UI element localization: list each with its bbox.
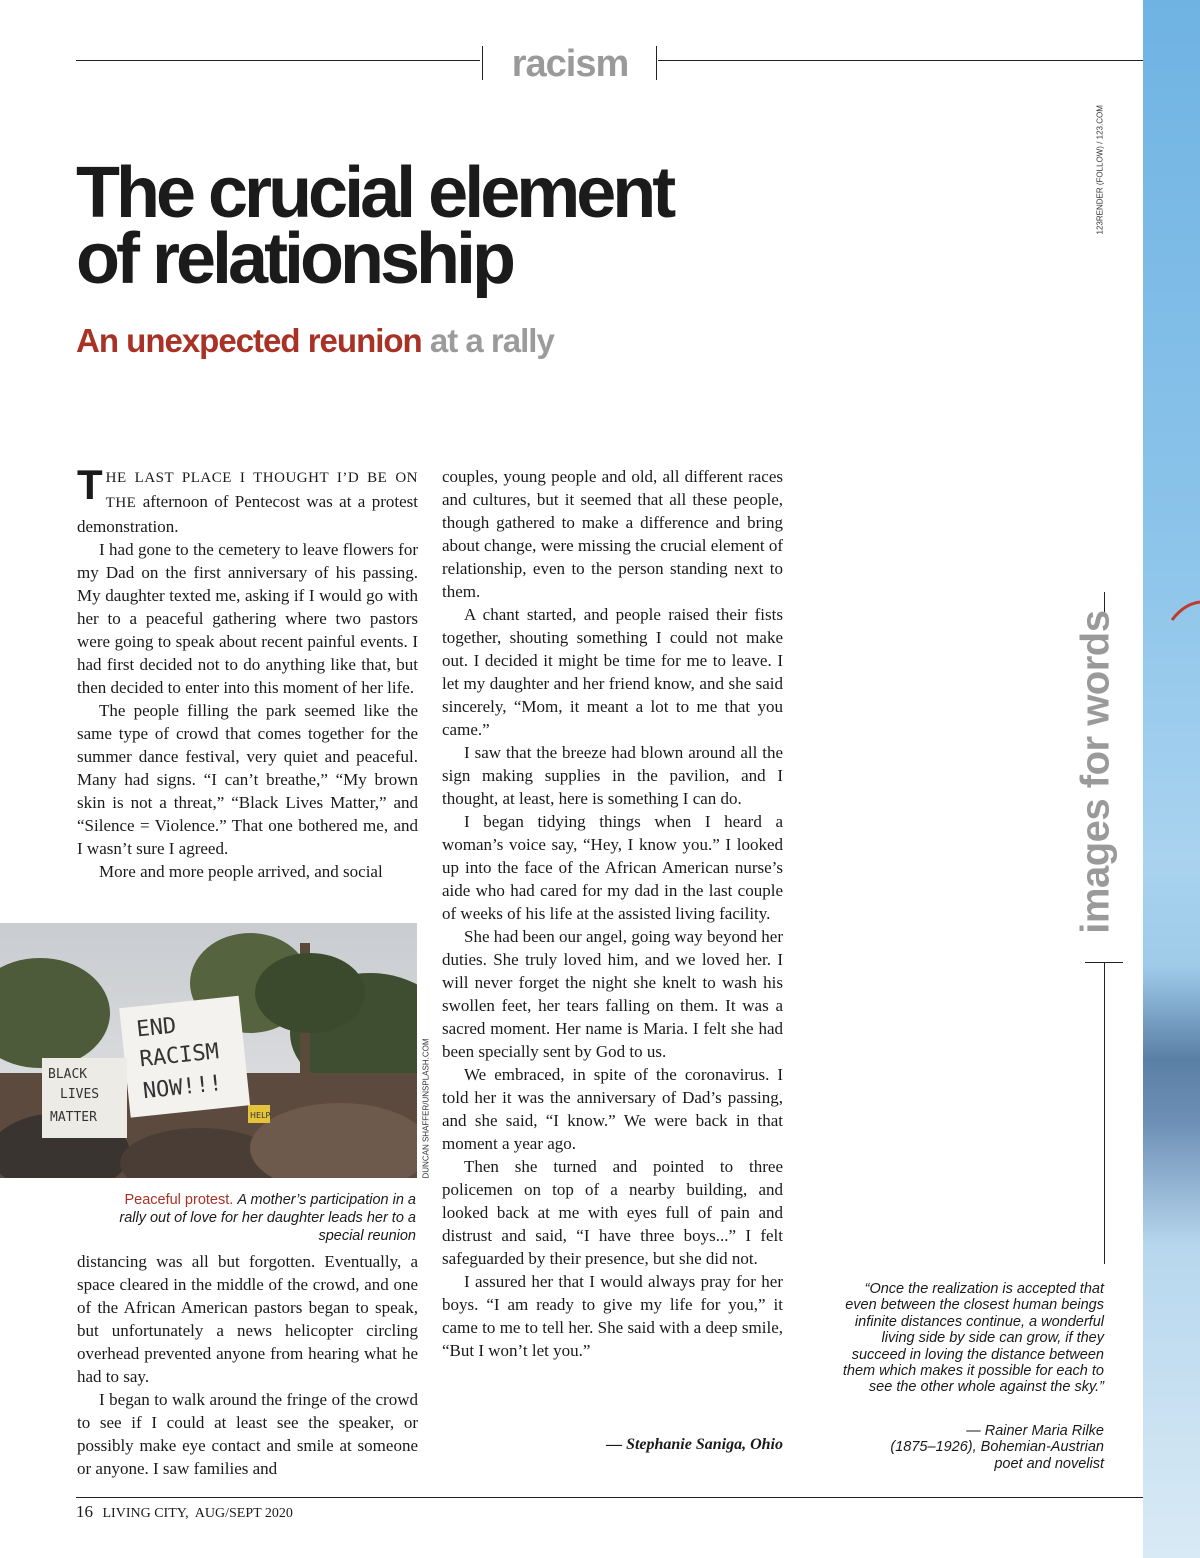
protest-photo	[0, 923, 417, 1178]
page-number: 16	[76, 1502, 93, 1521]
sidebar-rule-top	[1104, 592, 1105, 612]
svg-text:HELP: HELP	[250, 1111, 271, 1120]
photo-credit-top	[1090, 105, 1110, 240]
quote-attribution	[836, 1423, 1104, 1472]
photo-caption	[100, 1191, 416, 1245]
header-tick-right	[656, 46, 657, 80]
paragraph: I had gone to the cemetery to leave flowers for my Dad on the first anniversary of his passing. My daughter texted me, asking if I would go with her to a peaceful gathering where two pastors were going to speak about recent painful events. I had first decided not to do anything like that, but then decided to enter into this moment of her life.	[77, 540, 418, 697]
headline-line-2: of relationship	[76, 219, 513, 299]
paragraph: A chant started, and people raised their fists together, shouting something I could not make out. I decided it might be time for me to leave. I let my daughter and her friend know, and she said sincerely, “Mom, it meant a lot to me that you came.”	[442, 605, 783, 739]
paragraph: I began to walk around the fringe of the crowd to see if I could at least see the speaker, or possibly make eye contact and smile at someone or anyone. I saw families and	[77, 1390, 418, 1478]
paragraph: I assured her that I would always pray for her boys. “I am ready to give my life for you,” it came to me to tell her. She said with a deep smile, “But I won’t let you.”	[442, 1272, 783, 1360]
paragraph: The people filling the park seemed like the same type of crowd that comes together for the summer dance festival, very quiet and peaceful. Many had signs. “I can’t breathe,” “My brown skin is not a threat,” “Black Lives Matter,” and “Silence = Violence.” That one bothered me, and I wasn’t sure I agreed.	[77, 701, 418, 858]
headline	[76, 153, 836, 299]
lead-rest: afternoon of Pentecost was at a protest demonstration.	[77, 492, 418, 536]
paragraph: More and more people arrived, and social	[99, 862, 383, 881]
paragraph: We embraced, in spite of the coronavirus. I told her it was the anniversary of Dad’s passing, and she said, “I know.” We were back in that moment a year ago.	[442, 1065, 783, 1153]
article-column-1-bottom	[77, 1250, 418, 1480]
protest-photo-illustration	[0, 923, 417, 1178]
photo-credit-top-text: 123RENDER (FOLLOW) / 123.COM	[1095, 105, 1105, 235]
caption-text: A mother’s participation in a rally out of love for her daughter leads her to a special reunion	[119, 1192, 416, 1244]
sidebar-title: images for words	[1073, 610, 1118, 934]
page-footer	[76, 1502, 293, 1522]
caption-lead: Peaceful protest.	[124, 1192, 234, 1208]
attribution-line-2: (1875–1926), Bohemian-Austrian	[890, 1439, 1104, 1456]
headline-line-1: The crucial element	[76, 153, 673, 233]
paragraph: distancing was all but forgotten. Eventually, a space cleared in the middle of the crowd, and one of the African American pastors began to speak, but unfortunately a news helicopter circling overhead prevented anyone from hearing what he had to say.	[77, 1252, 418, 1386]
header-rule-right	[658, 60, 1143, 61]
paragraph: She had been our angel, going way beyond her duties. She truly loved him, and we loved her. I will never forget the night she knelt to wash his swollen feet, her tears falling on them. It was a sacred moment. Her name is Maria. I felt she had been specially sent by God to us.	[442, 927, 783, 1061]
svg-text:NOW!!!: NOW!!!	[141, 1071, 224, 1105]
subheadline	[76, 320, 776, 362]
sidebar-rule	[1104, 962, 1105, 1264]
lead-paragraph	[77, 461, 418, 538]
rilke-quote: “Once the realization is accepted that even between the closest human beings infinite distances continue, a wonderful living side by side can grow, if they succeed in loving the distance between them which makes it possible for each to see the other whole against the sky.”	[842, 1281, 1104, 1396]
photo-credit-side-text: DUNCAN SHAFFER/UNSPLASH.COM	[421, 1038, 431, 1179]
attribution-line-3: poet and novelist	[994, 1455, 1104, 1472]
header-rule-left	[76, 60, 480, 61]
subheadline-red: An unexpected reunion	[76, 322, 422, 359]
sky-photo-strip	[1143, 0, 1200, 1558]
svg-text:RACISM: RACISM	[138, 1039, 221, 1073]
paraglider-icon	[1170, 598, 1200, 628]
header-tick-left	[482, 46, 483, 80]
sidebar-title-wrap	[1070, 612, 1120, 947]
paragraph: couples, young people and old, all different races and cultures, but it seemed that all these people, though gathered to make a difference and bring about change, were missing the crucial element of relationship, even to the person standing next to them.	[442, 467, 783, 601]
footer-rule	[76, 1497, 1143, 1498]
article-column-1-top	[77, 461, 418, 883]
photo-credit-side	[418, 1040, 432, 1180]
paragraph: Then she turned and pointed to three policemen on top of a nearby building, and looked back at me with eyes full of pain and distrust and said, “I have three boys...” I felt safeguarded by their presence, but she did not.	[442, 1157, 783, 1268]
attribution-line-1: — Rainer Maria Rilke	[966, 1423, 1104, 1439]
sign-text-1: END	[135, 1013, 178, 1043]
article-column-2	[442, 465, 783, 1362]
lead-smallcaps: HE LAST PLACE I THOUGHT I’D BE ON THE	[105, 470, 418, 511]
svg-text:MATTER: MATTER	[50, 1110, 97, 1125]
paragraph: I saw that the breeze had blown around all the sign making supplies in the pavilion, and I thought, at least, here is something I can do.	[442, 743, 783, 808]
svg-text:BLACK: BLACK	[48, 1067, 88, 1082]
section-title: racism	[511, 43, 629, 85]
svg-text:LIVES: LIVES	[60, 1087, 100, 1102]
author-signature: — Stephanie Saniga, Ohio	[606, 1436, 783, 1453]
subheadline-gray: at a rally	[429, 322, 554, 359]
paragraph: I began tidying things when I heard a woman’s voice say, “Hey, I know you.” I looked up into the face of the African American nurse’s aide who had cared for my dad in the last couple of weeks of his life at the assisted living facility.	[442, 812, 783, 923]
drop-cap: T	[77, 461, 103, 508]
publication-info: LIVING CITY, AUG/SEPT 2020	[102, 1506, 293, 1521]
